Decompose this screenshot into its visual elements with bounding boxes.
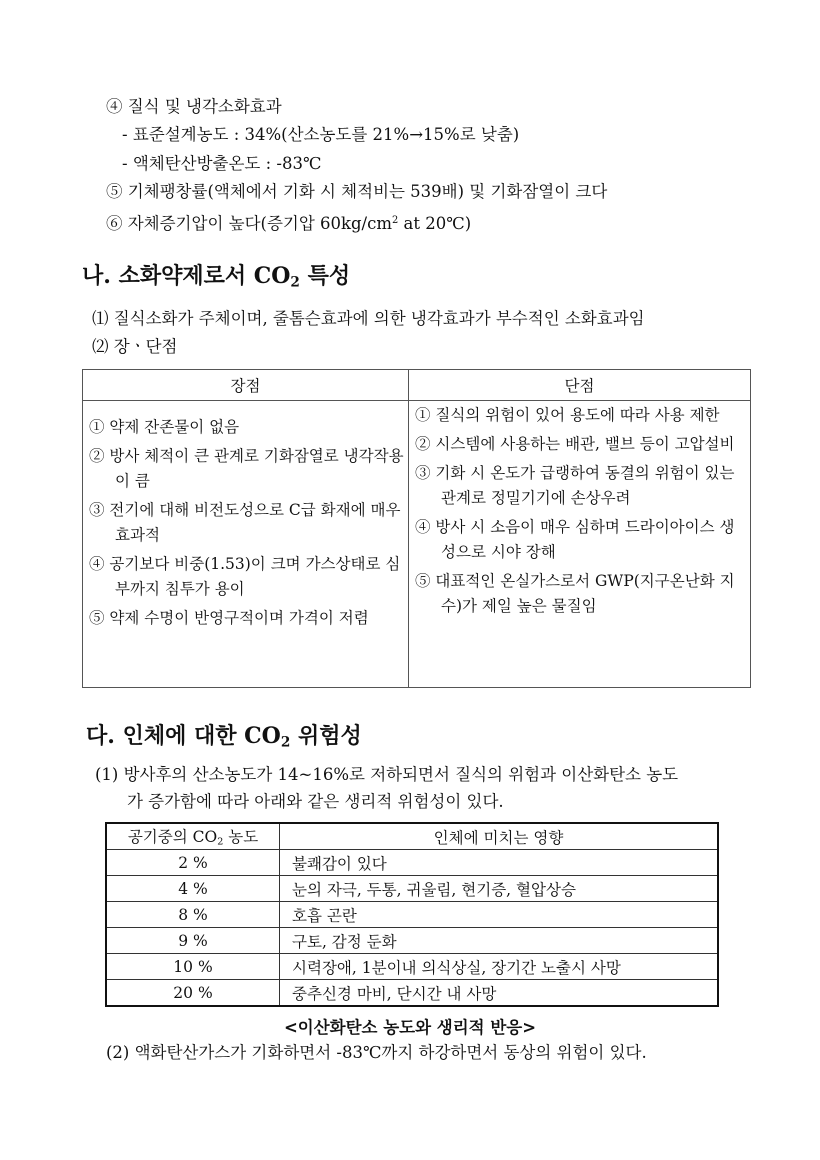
pros-cons-body-row (83, 401, 751, 688)
da-paragraph-2: (2) 액화탄산가스가 기화하면서 -83℃까지 하강하면서 동상의 위험이 있다. (106, 1043, 647, 1062)
con-item: ⑤ 대표적인 온실가스로서 GWP(지구온난화 지수)가 제일 높은 물질임 (415, 572, 735, 615)
risk-effect: 불쾌감이 있다 (280, 850, 719, 876)
risk-effect: 눈의 자극, 두통, 귀울림, 현기증, 혈압상승 (280, 876, 719, 902)
conc-header-suffix: 농도 (223, 828, 259, 847)
risk-header-row (106, 823, 718, 850)
pro-item: ① 약제 잔존물이 없음 (89, 418, 240, 436)
risk-effect: 구토, 감정 둔화 (280, 928, 719, 954)
effect-header: 인체에 미치는 영향 (280, 823, 719, 850)
risk-row (106, 954, 718, 980)
da-paragraph-1-line-2: 가 증가함에 따라 아래와 같은 생리적 위험성이 있다. (127, 792, 504, 811)
pro-item: ③ 전기에 대해 비전도성으로 C급 화재에 매우 효과적 (89, 501, 401, 544)
risk-row (106, 850, 718, 876)
pros-cons-table (82, 369, 751, 688)
na-item-1: ⑴ 질식소화가 주체이며, 줄톰슨효과에 의한 냉각효과가 부수적인 소화효과임 (92, 309, 645, 328)
risk-row (106, 876, 718, 902)
cons-header: 단점 (409, 370, 751, 401)
pro-item: ⑤ 약제 수명이 반영구적이며 가격이 저렴 (89, 609, 369, 627)
section-heading-da (86, 722, 362, 756)
risk-conc: 2 % (106, 850, 280, 876)
risk-effect: 시력장애, 1분이내 의식상실, 장기간 노출시 사망 (280, 954, 719, 980)
na-sub: 2 (290, 274, 300, 291)
da-paragraph-1-line-1: (1) 방사후의 산소농도가 14~16%로 저하되면서 질식의 위험과 이산화탄소 농도 (95, 765, 679, 784)
pro-item: ④ 공기보다 비중(1.53)이 크며 가스상태로 심부까지 침투가 용이 (89, 555, 401, 598)
risk-conc: 4 % (106, 876, 280, 902)
pros-header: 장점 (83, 370, 409, 401)
item6-sup: 2 (392, 215, 399, 226)
top-item-4: ④ 질식 및 냉각소화효과 (106, 97, 282, 116)
risk-row (106, 980, 718, 1007)
risk-effect: 중추신경 마비, 단시간 내 사망 (280, 980, 719, 1007)
pros-cell (83, 401, 409, 688)
item6-text: ⑥ 자체증기압이 높다(증기압 60kg/cm (106, 213, 393, 233)
top-item-4-sub-2: - 액체탄산방출온도 : -83℃ (122, 154, 322, 173)
con-item: ② 시스템에 사용하는 배관, 밸브 등이 고압설비 (415, 435, 735, 453)
na-item-2: ⑵ 장ㆍ단점 (92, 337, 178, 356)
table-caption: <이산화탄소 농도와 생리적 반응> (283, 1018, 537, 1037)
risk-conc: 10 % (106, 954, 280, 980)
con-item: ① 질식의 위험이 있어 용도에 따라 사용 제한 (415, 406, 720, 424)
na-prefix: 나. 소화약제로서 CO (82, 263, 291, 289)
conc-header-sub: 2 (217, 836, 224, 848)
top-item-5: ⑤ 기체팽창률(액체에서 기화 시 체적비는 539배) 및 기화잠열이 크다 (106, 182, 608, 201)
conc-header-prefix: 공기중의 CO (127, 828, 218, 847)
pro-item: ② 방사 체적이 큰 관계로 기화잠열로 냉각작용이 큼 (89, 447, 404, 490)
risk-effect: 호흡 곤란 (280, 902, 719, 928)
item6-tail: at 20℃) (398, 213, 472, 233)
na-suffix: 특성 (299, 263, 351, 289)
da-prefix: 다. 인체에 대한 CO (86, 723, 281, 749)
da-sub: 2 (280, 734, 291, 751)
section-heading-na (82, 262, 350, 296)
risk-row (106, 902, 718, 928)
risk-row (106, 928, 718, 954)
risk-conc: 9 % (106, 928, 280, 954)
top-item-6 (106, 210, 471, 235)
da-suffix: 위험성 (290, 723, 362, 749)
co2-risk-table (105, 822, 719, 1007)
conc-header (106, 823, 280, 850)
top-item-4-sub-1: - 표준설계농도 : 34%(산소농도를 21%→15%로 낮춤) (122, 125, 520, 144)
con-item: ④ 방사 시 소음이 매우 심하며 드라이아이스 생성으로 시야 장해 (415, 518, 735, 561)
con-item: ③ 기화 시 온도가 급랭하여 동결의 위험이 있는 관계로 정밀기기에 손상우려 (415, 464, 735, 507)
risk-conc: 20 % (106, 980, 280, 1007)
cons-cell (409, 401, 751, 688)
risk-conc: 8 % (106, 902, 280, 928)
pros-cons-header-row (83, 370, 751, 401)
